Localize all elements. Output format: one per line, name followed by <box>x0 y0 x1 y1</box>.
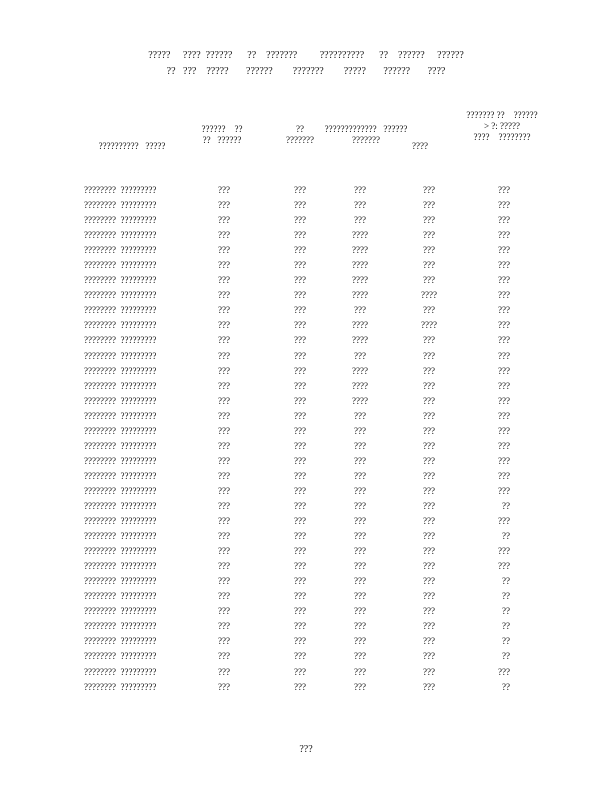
row-col3-cell: ???? <box>352 335 368 346</box>
row-col4-cell: ??? <box>423 455 435 466</box>
row-col3-cell: ??? <box>354 531 366 542</box>
header-col5: ??????? ?? ?????? > ?: ????? ???? ???????? <box>466 110 538 142</box>
table-row <box>0 229 612 244</box>
table-row <box>0 274 612 289</box>
row-col5-cell: ??? <box>498 215 510 226</box>
row-col1-cell: ??? <box>218 215 230 226</box>
row-name-cell: ???????? ????????? <box>84 516 157 527</box>
row-name-cell: ???????? ????????? <box>84 245 157 256</box>
row-col4-cell: ??? <box>423 591 435 602</box>
row-col5-cell: ??? <box>498 410 510 421</box>
table-row <box>0 319 612 334</box>
row-col1-cell: ??? <box>218 666 230 677</box>
row-name-cell: ???????? ????????? <box>84 410 157 421</box>
row-col2-cell: ??? <box>294 531 306 542</box>
row-col2-cell: ??? <box>294 425 306 436</box>
row-col2-cell: ??? <box>294 185 306 195</box>
row-col5-cell: ??? <box>498 260 510 271</box>
row-col1-cell: ??? <box>218 485 230 496</box>
row-col4-cell: ??? <box>423 260 435 271</box>
row-name-cell: ???????? ????????? <box>84 335 157 346</box>
row-col1-cell: ??? <box>218 365 230 376</box>
row-name-cell: ???????? ????????? <box>84 561 157 572</box>
row-col3-cell: ???? <box>352 365 368 376</box>
row-col3-cell: ??? <box>354 666 366 677</box>
row-col3-cell: ???? <box>352 320 368 331</box>
row-col5-cell: ??? <box>498 275 510 286</box>
row-col3-cell: ???? <box>352 380 368 391</box>
row-col2-cell: ??? <box>294 245 306 256</box>
row-col5-cell: ??? <box>498 666 510 677</box>
row-name-cell: ???????? ????????? <box>84 215 157 226</box>
row-col2-cell: ??? <box>294 621 306 632</box>
row-col4-cell: ??? <box>423 621 435 632</box>
row-col4-cell: ??? <box>423 185 435 195</box>
table-row <box>0 214 612 229</box>
row-col1-cell: ??? <box>218 455 230 466</box>
row-col1-cell: ??? <box>218 561 230 572</box>
row-col5-cell: ?? <box>502 621 510 632</box>
row-col3-cell: ??? <box>354 200 366 211</box>
row-col5-cell: ?? <box>502 576 510 587</box>
row-name-cell: ???????? ????????? <box>84 275 157 286</box>
row-col4-cell: ??? <box>423 365 435 376</box>
row-col4-cell: ??? <box>423 245 435 256</box>
row-col5-cell: ??? <box>498 335 510 346</box>
row-col5-cell: ??? <box>498 440 510 451</box>
row-name-cell: ???????? ????????? <box>84 636 157 647</box>
row-col3-cell: ??? <box>354 606 366 617</box>
row-col2-cell: ??? <box>294 290 306 301</box>
row-name-cell: ???????? ????????? <box>84 621 157 632</box>
table-row <box>0 681 612 696</box>
table-row <box>0 530 612 545</box>
row-col3-cell: ??? <box>354 185 366 195</box>
table-row <box>0 605 612 620</box>
row-col5-cell: ??? <box>498 350 510 361</box>
row-col1-cell: ??? <box>218 200 230 211</box>
row-col2-cell: ??? <box>294 275 306 286</box>
row-col2-cell: ??? <box>294 350 306 361</box>
row-col5-cell: ??? <box>498 485 510 496</box>
table-row <box>0 244 612 259</box>
row-col3-cell: ??? <box>354 546 366 557</box>
row-name-cell: ???????? ????????? <box>84 365 157 376</box>
row-col4-cell: ??? <box>423 681 435 692</box>
row-col2-cell: ??? <box>294 200 306 211</box>
row-name-cell: ???????? ????????? <box>84 546 157 557</box>
table-row <box>0 380 612 395</box>
table-row <box>0 500 612 515</box>
row-col3-cell: ??? <box>354 621 366 632</box>
row-col1-cell: ??? <box>218 320 230 331</box>
row-col1-cell: ??? <box>218 681 230 692</box>
table-row <box>0 545 612 560</box>
table-row <box>0 635 612 650</box>
table-row <box>0 365 612 380</box>
row-col2-cell: ??? <box>294 651 306 662</box>
row-col3-cell: ???? <box>352 230 368 241</box>
row-name-cell: ???????? ????????? <box>84 591 157 602</box>
row-col5-cell: ??? <box>498 425 510 436</box>
row-col3-cell: ??? <box>354 651 366 662</box>
row-name-cell: ???????? ????????? <box>84 350 157 361</box>
row-name-cell: ???????? ????????? <box>84 485 157 496</box>
row-col5-cell: ??? <box>498 185 510 195</box>
row-col3-cell: ???? <box>352 275 368 286</box>
row-col3-cell: ??? <box>354 681 366 692</box>
header-col3: ????????????? ?????? ??????? <box>324 124 408 145</box>
row-col1-cell: ??? <box>218 425 230 436</box>
row-col1-cell: ??? <box>218 531 230 542</box>
table-row <box>0 560 612 575</box>
header-name: ?????????? ????? <box>98 141 166 151</box>
row-col2-cell: ??? <box>294 485 306 496</box>
row-col2-cell: ??? <box>294 305 306 316</box>
row-col3-cell: ??? <box>354 215 366 226</box>
row-col5-cell: ??? <box>498 245 510 256</box>
row-col4-cell: ??? <box>423 200 435 211</box>
row-col1-cell: ??? <box>218 606 230 617</box>
row-col1-cell: ??? <box>218 546 230 557</box>
row-name-cell: ???????? ????????? <box>84 395 157 406</box>
row-col4-cell: ??? <box>423 440 435 451</box>
row-col4-cell: ??? <box>423 516 435 527</box>
row-col4-cell: ??? <box>423 350 435 361</box>
row-col2-cell: ??? <box>294 440 306 451</box>
row-col2-cell: ??? <box>294 365 306 376</box>
row-col3-cell: ??? <box>354 305 366 316</box>
row-col3-cell: ??? <box>354 576 366 587</box>
table-row <box>0 259 612 274</box>
row-col3-cell: ???? <box>352 395 368 406</box>
row-col4-cell: ??? <box>423 380 435 391</box>
row-col3-cell: ??? <box>354 440 366 451</box>
row-col2-cell: ??? <box>294 636 306 647</box>
row-name-cell: ???????? ????????? <box>84 440 157 451</box>
row-col5-cell: ??? <box>498 470 510 481</box>
row-col5-cell: ??? <box>498 395 510 406</box>
row-col5-cell: ?? <box>502 606 510 617</box>
row-col2-cell: ??? <box>294 470 306 481</box>
row-col4-cell: ??? <box>423 395 435 406</box>
row-name-cell: ???????? ????????? <box>84 320 157 331</box>
row-col2-cell: ??? <box>294 546 306 557</box>
row-name-cell: ???????? ????????? <box>84 681 157 692</box>
row-col5-cell: ??? <box>498 546 510 557</box>
row-col3-cell: ???? <box>352 260 368 271</box>
row-col4-cell: ??? <box>423 666 435 677</box>
table-row <box>0 184 612 199</box>
row-name-cell: ???????? ????????? <box>84 425 157 436</box>
row-col1-cell: ??? <box>218 410 230 421</box>
row-col1-cell: ??? <box>218 290 230 301</box>
row-col2-cell: ??? <box>294 215 306 226</box>
row-col4-cell: ??? <box>423 425 435 436</box>
table-row <box>0 289 612 304</box>
row-col4-cell: ??? <box>423 636 435 647</box>
header-col4: ???? <box>412 141 428 151</box>
row-name-cell: ???????? ????????? <box>84 305 157 316</box>
row-col4-cell: ??? <box>423 531 435 542</box>
table-row <box>0 410 612 425</box>
row-col2-cell: ??? <box>294 395 306 406</box>
row-col2-cell: ??? <box>294 681 306 692</box>
row-col1-cell: ??? <box>218 350 230 361</box>
row-col1-cell: ??? <box>218 260 230 271</box>
row-col1-cell: ??? <box>218 500 230 511</box>
row-col3-cell: ??? <box>354 470 366 481</box>
row-name-cell: ???????? ????????? <box>84 230 157 241</box>
row-col1-cell: ??? <box>218 440 230 451</box>
row-col2-cell: ??? <box>294 591 306 602</box>
row-col4-cell: ??? <box>423 275 435 286</box>
row-col4-cell: ??? <box>423 561 435 572</box>
row-col3-cell: ??? <box>354 455 366 466</box>
table-row <box>0 515 612 530</box>
row-col5-cell: ?? <box>502 591 510 602</box>
row-col5-cell: ??? <box>498 380 510 391</box>
row-col2-cell: ??? <box>294 455 306 466</box>
row-col5-cell: ??? <box>498 290 510 301</box>
header-col1: ?????? ?? ?? ?????? <box>201 124 243 145</box>
row-name-cell: ???????? ????????? <box>84 290 157 301</box>
row-name-cell: ???????? ????????? <box>84 531 157 542</box>
table-row <box>0 455 612 470</box>
row-col5-cell: ?? <box>502 636 510 647</box>
row-col3-cell: ??? <box>354 425 366 436</box>
row-name-cell: ???????? ????????? <box>84 651 157 662</box>
row-name-cell: ???????? ????????? <box>84 470 157 481</box>
row-col4-cell: ??? <box>423 500 435 511</box>
table-row <box>0 304 612 319</box>
row-col4-cell: ??? <box>423 546 435 557</box>
row-col2-cell: ??? <box>294 260 306 271</box>
table-row <box>0 440 612 455</box>
row-col1-cell: ??? <box>218 245 230 256</box>
row-name-cell: ???????? ????????? <box>84 500 157 511</box>
row-col4-cell: ??? <box>423 576 435 587</box>
row-col4-cell: ???? <box>421 320 437 331</box>
row-col4-cell: ??? <box>423 651 435 662</box>
row-col3-cell: ??? <box>354 591 366 602</box>
row-col1-cell: ??? <box>218 591 230 602</box>
row-col2-cell: ??? <box>294 561 306 572</box>
document-title-line-2: ?? ??? ????? ?????? ??????? ????? ?????? ???? <box>166 66 446 77</box>
row-col4-cell: ??? <box>423 485 435 496</box>
row-col5-cell: ?? <box>502 531 510 542</box>
row-col1-cell: ??? <box>218 230 230 241</box>
row-col3-cell: ??? <box>354 350 366 361</box>
row-col5-cell: ??? <box>498 320 510 331</box>
table-row <box>0 650 612 665</box>
row-col1-cell: ??? <box>218 636 230 647</box>
row-col4-cell: ???? <box>421 290 437 301</box>
row-col2-cell: ??? <box>294 500 306 511</box>
row-col5-cell: ??? <box>498 305 510 316</box>
row-col2-cell: ??? <box>294 576 306 587</box>
page-number: ??? <box>299 744 313 755</box>
document-title-line-1: ????? ???? ?????? ?? ??????? ?????????? ?? ?????? ?????? <box>148 50 464 61</box>
row-col5-cell: ??? <box>498 200 510 211</box>
row-col3-cell: ??? <box>354 561 366 572</box>
row-name-cell: ???????? ????????? <box>84 260 157 271</box>
row-col3-cell: ??? <box>354 485 366 496</box>
row-col1-cell: ??? <box>218 470 230 481</box>
row-col3-cell: ???? <box>352 290 368 301</box>
row-col4-cell: ??? <box>423 215 435 226</box>
row-col5-cell: ?? <box>502 500 510 511</box>
row-col5-cell: ?? <box>502 681 510 692</box>
table-row <box>0 199 612 214</box>
row-col2-cell: ??? <box>294 666 306 677</box>
data-table <box>0 184 612 696</box>
row-col3-cell: ??? <box>354 516 366 527</box>
row-name-cell: ???????? ????????? <box>84 455 157 466</box>
table-row <box>0 334 612 349</box>
row-col5-cell: ?? <box>502 651 510 662</box>
row-col2-cell: ??? <box>294 230 306 241</box>
table-row <box>0 425 612 440</box>
row-name-cell: ???????? ????????? <box>84 380 157 391</box>
row-name-cell: ???????? ????????? <box>84 200 157 211</box>
row-col2-cell: ??? <box>294 606 306 617</box>
row-col1-cell: ??? <box>218 651 230 662</box>
row-name-cell: ???????? ????????? <box>84 576 157 587</box>
row-col1-cell: ??? <box>218 275 230 286</box>
header-col2: ?? ??????? <box>286 124 314 145</box>
table-row <box>0 485 612 500</box>
row-col2-cell: ??? <box>294 410 306 421</box>
table-row <box>0 395 612 410</box>
row-name-cell: ???????? ????????? <box>84 185 157 195</box>
row-col2-cell: ??? <box>294 380 306 391</box>
row-col2-cell: ??? <box>294 516 306 527</box>
row-col2-cell: ??? <box>294 335 306 346</box>
row-col3-cell: ??? <box>354 410 366 421</box>
row-col5-cell: ??? <box>498 516 510 527</box>
row-col1-cell: ??? <box>218 305 230 316</box>
row-name-cell: ???????? ????????? <box>84 606 157 617</box>
row-col2-cell: ??? <box>294 320 306 331</box>
row-col4-cell: ??? <box>423 410 435 421</box>
table-row <box>0 350 612 365</box>
row-col4-cell: ??? <box>423 230 435 241</box>
row-col4-cell: ??? <box>423 470 435 481</box>
row-col1-cell: ??? <box>218 516 230 527</box>
row-col1-cell: ??? <box>218 395 230 406</box>
table-row <box>0 470 612 485</box>
row-col3-cell: ???? <box>352 245 368 256</box>
row-col1-cell: ??? <box>218 335 230 346</box>
table-row <box>0 575 612 590</box>
row-col1-cell: ??? <box>218 185 230 195</box>
row-name-cell: ???????? ????????? <box>84 666 157 677</box>
row-col1-cell: ??? <box>218 576 230 587</box>
row-col5-cell: ??? <box>498 365 510 376</box>
row-col3-cell: ??? <box>354 500 366 511</box>
row-col4-cell: ??? <box>423 335 435 346</box>
table-row <box>0 590 612 605</box>
row-col5-cell: ??? <box>498 455 510 466</box>
table-row <box>0 620 612 635</box>
row-col3-cell: ??? <box>354 636 366 647</box>
row-col5-cell: ??? <box>498 561 510 572</box>
table-row <box>0 666 612 681</box>
row-col5-cell: ??? <box>498 230 510 241</box>
row-col4-cell: ??? <box>423 305 435 316</box>
row-col4-cell: ??? <box>423 606 435 617</box>
row-col1-cell: ??? <box>218 621 230 632</box>
row-col1-cell: ??? <box>218 380 230 391</box>
